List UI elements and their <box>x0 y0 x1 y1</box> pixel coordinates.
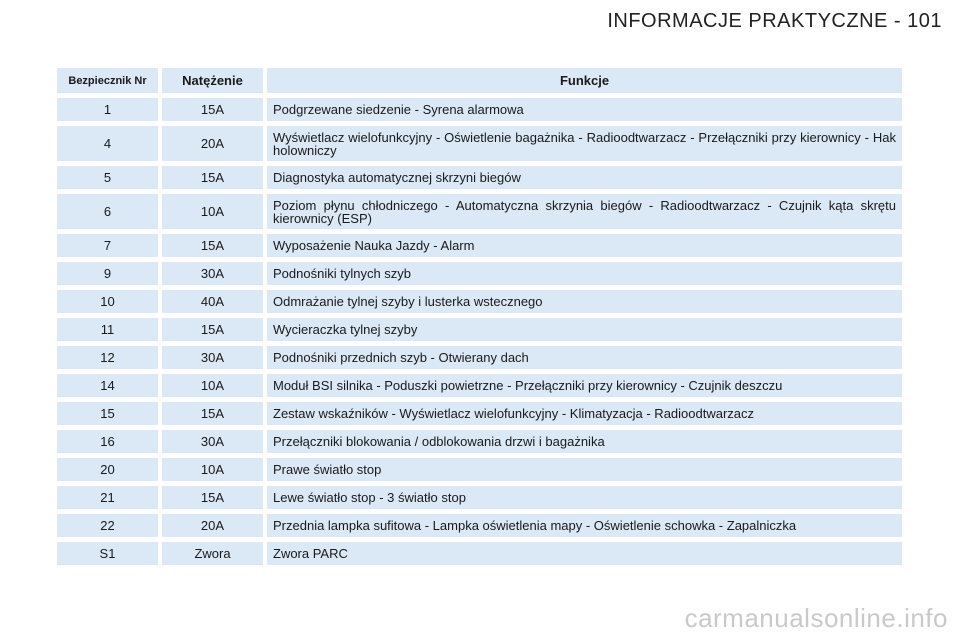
fuse-function: Moduł BSI silnika - Poduszki powietrzne - Przełączniki przy kierownicy - Czujnik deszczu <box>267 374 902 397</box>
table-row <box>57 262 902 285</box>
fuse-amperage: 20A <box>162 514 263 537</box>
fuse-amperage: 15A <box>162 98 263 121</box>
fuse-number: 5 <box>57 166 158 189</box>
table-row <box>57 374 902 397</box>
fuse-function: Podnośniki tylnych szyb <box>267 262 902 285</box>
table-header <box>57 68 902 93</box>
table-row <box>57 98 902 121</box>
page-title: INFORMACJE PRAKTYCZNE - 101 <box>607 10 942 32</box>
table-row <box>57 458 902 481</box>
fuse-number: 14 <box>57 374 158 397</box>
column-header-amperage: Natężenie <box>162 68 263 93</box>
column-header-functions: Funkcje <box>267 68 902 93</box>
fuse-amperage: 15A <box>162 318 263 341</box>
fuse-number: 12 <box>57 346 158 369</box>
fuse-function: Zestaw wskaźników - Wyświetlacz wielofunkcyjny - Klimatyzacja - Radioodtwarzacz <box>267 402 902 425</box>
fuse-amperage: 15A <box>162 166 263 189</box>
fuse-number: 20 <box>57 458 158 481</box>
fuse-number: 7 <box>57 234 158 257</box>
fuse-number: 6 <box>57 194 158 229</box>
fuse-number: 1 <box>57 98 158 121</box>
fuse-amperage: 20A <box>162 126 263 161</box>
fuse-number: 4 <box>57 126 158 161</box>
fuse-amperage: 15A <box>162 486 263 509</box>
fuse-amperage: Zwora <box>162 542 263 565</box>
fuse-amperage: 30A <box>162 430 263 453</box>
column-header-fuse-number: Bezpiecznik Nr <box>57 68 158 93</box>
fuse-function: Przednia lampka sufitowa - Lampka oświetlenia mapy - Oświetlenie schowka - Zapalniczka <box>267 514 902 537</box>
fuse-function: Wycieraczka tylnej szyby <box>267 318 902 341</box>
fuse-number: 15 <box>57 402 158 425</box>
table-row <box>57 430 902 453</box>
fuse-function: Podgrzewane siedzenie - Syrena alarmowa <box>267 98 902 121</box>
table-row <box>57 318 902 341</box>
table-row <box>57 486 902 509</box>
fuse-amperage: 15A <box>162 402 263 425</box>
fuse-function: Zwora PARC <box>267 542 902 565</box>
fuse-amperage: 30A <box>162 262 263 285</box>
fuse-table <box>57 68 902 570</box>
table-row <box>57 402 902 425</box>
fuse-amperage: 40A <box>162 290 263 313</box>
fuse-amperage: 30A <box>162 346 263 369</box>
fuse-function: Wyświetlacz wielofunkcyjny - Oświetlenie bagażnika - Radioodtwarzacz - Przełączniki przy kierownicy - Hak holowniczy <box>267 126 902 161</box>
fuse-amperage: 10A <box>162 374 263 397</box>
fuse-number: 21 <box>57 486 158 509</box>
fuse-function: Poziom płynu chłodniczego - Automatyczna skrzynia biegów - Radioodtwarzacz - Czujnik kąta skrętu kierownicy (ESP) <box>267 194 902 229</box>
fuse-number: S1 <box>57 542 158 565</box>
fuse-function: Diagnostyka automatycznej skrzyni biegów <box>267 166 902 189</box>
table-row <box>57 234 902 257</box>
watermark: carmanualsonline.info <box>684 603 948 633</box>
table-row <box>57 166 902 189</box>
fuse-function: Wyposażenie Nauka Jazdy - Alarm <box>267 234 902 257</box>
fuse-number: 10 <box>57 290 158 313</box>
table-row <box>57 290 902 313</box>
table-row <box>57 542 902 565</box>
fuse-number: 16 <box>57 430 158 453</box>
fuse-amperage: 10A <box>162 194 263 229</box>
fuse-amperage: 15A <box>162 234 263 257</box>
table-row <box>57 514 902 537</box>
table-row <box>57 126 902 161</box>
table-row <box>57 194 902 229</box>
fuse-function: Lewe światło stop - 3 światło stop <box>267 486 902 509</box>
fuse-function: Odmrażanie tylnej szyby i lusterka wstecznego <box>267 290 902 313</box>
fuse-number: 11 <box>57 318 158 341</box>
fuse-function: Przełączniki blokowania / odblokowania drzwi i bagażnika <box>267 430 902 453</box>
fuse-function: Prawe światło stop <box>267 458 902 481</box>
fuse-number: 22 <box>57 514 158 537</box>
fuse-number: 9 <box>57 262 158 285</box>
fuse-amperage: 10A <box>162 458 263 481</box>
fuse-function: Podnośniki przednich szyb - Otwierany dach <box>267 346 902 369</box>
table-row <box>57 346 902 369</box>
